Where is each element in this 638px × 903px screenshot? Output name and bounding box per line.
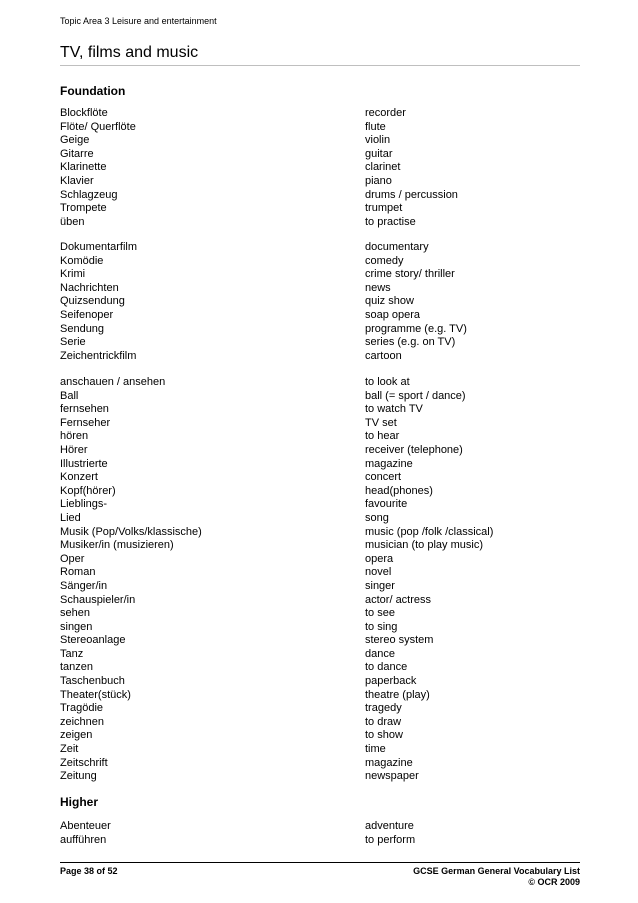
english-translation: comedy bbox=[365, 254, 404, 267]
english-translation: quiz show bbox=[365, 295, 414, 308]
german-term: Tanz bbox=[60, 647, 84, 660]
english-translation: to see bbox=[365, 607, 395, 620]
english-translation: soap opera bbox=[365, 308, 421, 321]
vocab-row bbox=[60, 309, 580, 323]
english-translation: to sing bbox=[365, 620, 398, 633]
english-translation: guitar bbox=[365, 147, 393, 160]
german-term: Serie bbox=[60, 336, 86, 349]
topic-header: Topic Area 3 Leisure and entertainment bbox=[60, 16, 217, 26]
english-translation: cartoon bbox=[365, 349, 402, 362]
english-translation: receiver (telephone) bbox=[365, 443, 463, 456]
vocab-row bbox=[60, 295, 580, 309]
german-term: Blockflöte bbox=[60, 107, 108, 119]
english-translation: paperback bbox=[365, 675, 417, 688]
vocab-row bbox=[60, 621, 580, 635]
english-translation: to watch TV bbox=[365, 403, 423, 416]
german-term: Schauspieler/in bbox=[60, 593, 136, 606]
english-translation: to dance bbox=[365, 661, 408, 674]
german-term: Hörer bbox=[60, 443, 88, 456]
german-term: zeichnen bbox=[60, 715, 105, 728]
english-translation: documentary bbox=[365, 241, 429, 253]
german-term: hören bbox=[60, 430, 89, 443]
english-translation: programme (e.g. TV) bbox=[365, 322, 467, 335]
vocab-row bbox=[60, 390, 580, 404]
german-term: Roman bbox=[60, 566, 96, 579]
german-term: singen bbox=[60, 620, 93, 633]
vocab-row bbox=[60, 594, 580, 608]
footer-divider bbox=[60, 862, 580, 863]
english-translation: ball (= sport / dance) bbox=[365, 389, 466, 402]
english-translation: time bbox=[365, 743, 386, 756]
english-translation: music (pop /folk /classical) bbox=[365, 525, 494, 538]
english-translation: piano bbox=[365, 174, 392, 187]
english-translation: to perform bbox=[365, 833, 416, 846]
vocab-row bbox=[60, 175, 580, 189]
vocab-row bbox=[60, 757, 580, 771]
vocab-row bbox=[60, 716, 580, 730]
english-translation: novel bbox=[365, 566, 392, 579]
english-translation: series (e.g. on TV) bbox=[365, 336, 456, 349]
german-term: Tragödie bbox=[60, 702, 104, 715]
vocab-row bbox=[60, 107, 580, 121]
german-term: Krimi bbox=[60, 268, 86, 281]
german-term: Klavier bbox=[60, 174, 94, 187]
german-term: Oper bbox=[60, 552, 85, 565]
english-translation: theatre (play) bbox=[365, 688, 430, 701]
german-term: Schlagzeug bbox=[60, 188, 118, 201]
vocab-group-instruments bbox=[60, 107, 580, 229]
german-term: Lieblings- bbox=[60, 498, 108, 511]
vocab-row bbox=[60, 189, 580, 203]
footer-copyright: © OCR 2009 bbox=[528, 877, 580, 887]
german-term: Musiker/in (musizieren) bbox=[60, 539, 174, 552]
vocab-row bbox=[60, 241, 580, 255]
vocab-row bbox=[60, 580, 580, 594]
section-heading-higher: Higher bbox=[60, 795, 99, 809]
vocab-row bbox=[60, 743, 580, 757]
english-translation: TV set bbox=[365, 416, 397, 429]
english-translation: to draw bbox=[365, 715, 402, 728]
english-translation: to hear bbox=[365, 430, 400, 443]
vocab-row bbox=[60, 607, 580, 621]
german-term: Sänger/in bbox=[60, 579, 108, 592]
vocab-row bbox=[60, 634, 580, 648]
german-term: Fernseher bbox=[60, 416, 111, 429]
vocab-row bbox=[60, 702, 580, 716]
english-translation: actor/ actress bbox=[365, 593, 432, 606]
vocab-group-tv-programmes bbox=[60, 241, 580, 363]
english-translation: song bbox=[365, 511, 389, 524]
english-translation: magazine bbox=[365, 457, 413, 470]
english-translation: recorder bbox=[365, 107, 406, 119]
vocab-row bbox=[60, 834, 580, 848]
vocab-group-higher bbox=[60, 820, 580, 847]
vocab-row bbox=[60, 323, 580, 337]
vocab-row bbox=[60, 336, 580, 350]
english-translation: news bbox=[365, 281, 391, 294]
german-term: Lied bbox=[60, 511, 81, 524]
german-term: Theater(stück) bbox=[60, 688, 131, 701]
english-translation: newspaper bbox=[365, 770, 419, 783]
german-term: Taschenbuch bbox=[60, 675, 125, 688]
german-term: Zeitung bbox=[60, 770, 97, 783]
vocab-row bbox=[60, 282, 580, 296]
vocab-row bbox=[60, 202, 580, 216]
german-term: Gitarre bbox=[60, 147, 94, 160]
english-translation: to look at bbox=[365, 376, 410, 388]
vocab-row bbox=[60, 216, 580, 230]
german-term: fernsehen bbox=[60, 403, 109, 416]
vocab-row bbox=[60, 403, 580, 417]
english-translation: to show bbox=[365, 729, 403, 742]
german-term: anschauen / ansehen bbox=[60, 376, 166, 388]
german-term: Illustrierte bbox=[60, 457, 108, 470]
german-term: Zeitschrift bbox=[60, 756, 108, 769]
german-term: Komödie bbox=[60, 254, 104, 267]
vocab-row bbox=[60, 444, 580, 458]
page-number: Page 38 of 52 bbox=[60, 866, 118, 876]
english-translation: musician (to play music) bbox=[365, 539, 483, 552]
vocab-row bbox=[60, 498, 580, 512]
german-term: Dokumentarfilm bbox=[60, 241, 138, 253]
german-term: Stereoanlage bbox=[60, 634, 126, 647]
english-translation: stereo system bbox=[365, 634, 434, 647]
german-term: Konzert bbox=[60, 471, 98, 484]
vocab-row bbox=[60, 471, 580, 485]
german-term: Flöte/ Querflöte bbox=[60, 120, 136, 133]
vocab-row bbox=[60, 648, 580, 662]
vocab-row bbox=[60, 268, 580, 282]
german-term: Nachrichten bbox=[60, 281, 119, 294]
german-term: Geige bbox=[60, 134, 90, 147]
english-translation: favourite bbox=[365, 498, 408, 511]
footer-doc-title: GCSE German General Vocabulary List bbox=[413, 866, 580, 876]
vocab-row bbox=[60, 820, 580, 834]
vocab-row bbox=[60, 770, 580, 784]
vocab-row bbox=[60, 512, 580, 526]
german-term: Abenteuer bbox=[60, 820, 111, 832]
title-divider bbox=[60, 65, 580, 66]
german-term: Musik (Pop/Volks/klassische) bbox=[60, 525, 202, 538]
vocab-row bbox=[60, 121, 580, 135]
vocab-row bbox=[60, 148, 580, 162]
vocab-row bbox=[60, 566, 580, 580]
english-translation: concert bbox=[365, 471, 402, 484]
vocab-row bbox=[60, 539, 580, 553]
vocab-row bbox=[60, 430, 580, 444]
german-term: Ball bbox=[60, 389, 79, 402]
english-translation: trumpet bbox=[365, 202, 403, 215]
english-translation: tragedy bbox=[365, 702, 402, 715]
german-term: tanzen bbox=[60, 661, 94, 674]
vocab-row bbox=[60, 553, 580, 567]
vocab-row bbox=[60, 255, 580, 269]
vocab-row bbox=[60, 729, 580, 743]
english-translation: head(phones) bbox=[365, 484, 433, 497]
english-translation: dance bbox=[365, 647, 395, 660]
page-title: TV, films and music bbox=[60, 44, 199, 61]
german-term: Quizsendung bbox=[60, 295, 125, 308]
vocab-row bbox=[60, 675, 580, 689]
english-translation: drums / percussion bbox=[365, 188, 458, 201]
english-translation: magazine bbox=[365, 756, 413, 769]
german-term: Sendung bbox=[60, 322, 105, 335]
german-term: Seifenoper bbox=[60, 308, 114, 321]
english-translation: singer bbox=[365, 579, 395, 592]
german-term: zeigen bbox=[60, 729, 93, 742]
vocab-row bbox=[60, 526, 580, 540]
german-term: Trompete bbox=[60, 202, 107, 215]
english-translation: flute bbox=[365, 120, 386, 133]
vocab-row bbox=[60, 458, 580, 472]
vocab-row bbox=[60, 161, 580, 175]
vocab-group-general bbox=[60, 376, 580, 784]
english-translation: clarinet bbox=[365, 161, 401, 174]
section-heading-foundation: Foundation bbox=[60, 84, 126, 98]
footer-doc-info bbox=[413, 866, 580, 888]
english-translation: adventure bbox=[365, 820, 414, 832]
vocab-row bbox=[60, 689, 580, 703]
vocab-row bbox=[60, 350, 580, 364]
german-term: üben bbox=[60, 215, 85, 228]
vocab-row bbox=[60, 376, 580, 390]
english-translation: opera bbox=[365, 552, 394, 565]
german-term: Kopf(hörer) bbox=[60, 484, 116, 497]
german-term: Zeit bbox=[60, 743, 79, 756]
english-translation: violin bbox=[365, 134, 391, 147]
german-term: Zeichentrickfilm bbox=[60, 349, 137, 362]
german-term: aufführen bbox=[60, 833, 107, 846]
vocab-row bbox=[60, 417, 580, 431]
vocab-row bbox=[60, 134, 580, 148]
english-translation: crime story/ thriller bbox=[365, 268, 455, 281]
english-translation: to practise bbox=[365, 215, 416, 228]
german-term: Klarinette bbox=[60, 161, 107, 174]
vocab-row bbox=[60, 485, 580, 499]
vocab-row bbox=[60, 661, 580, 675]
german-term: sehen bbox=[60, 607, 90, 620]
